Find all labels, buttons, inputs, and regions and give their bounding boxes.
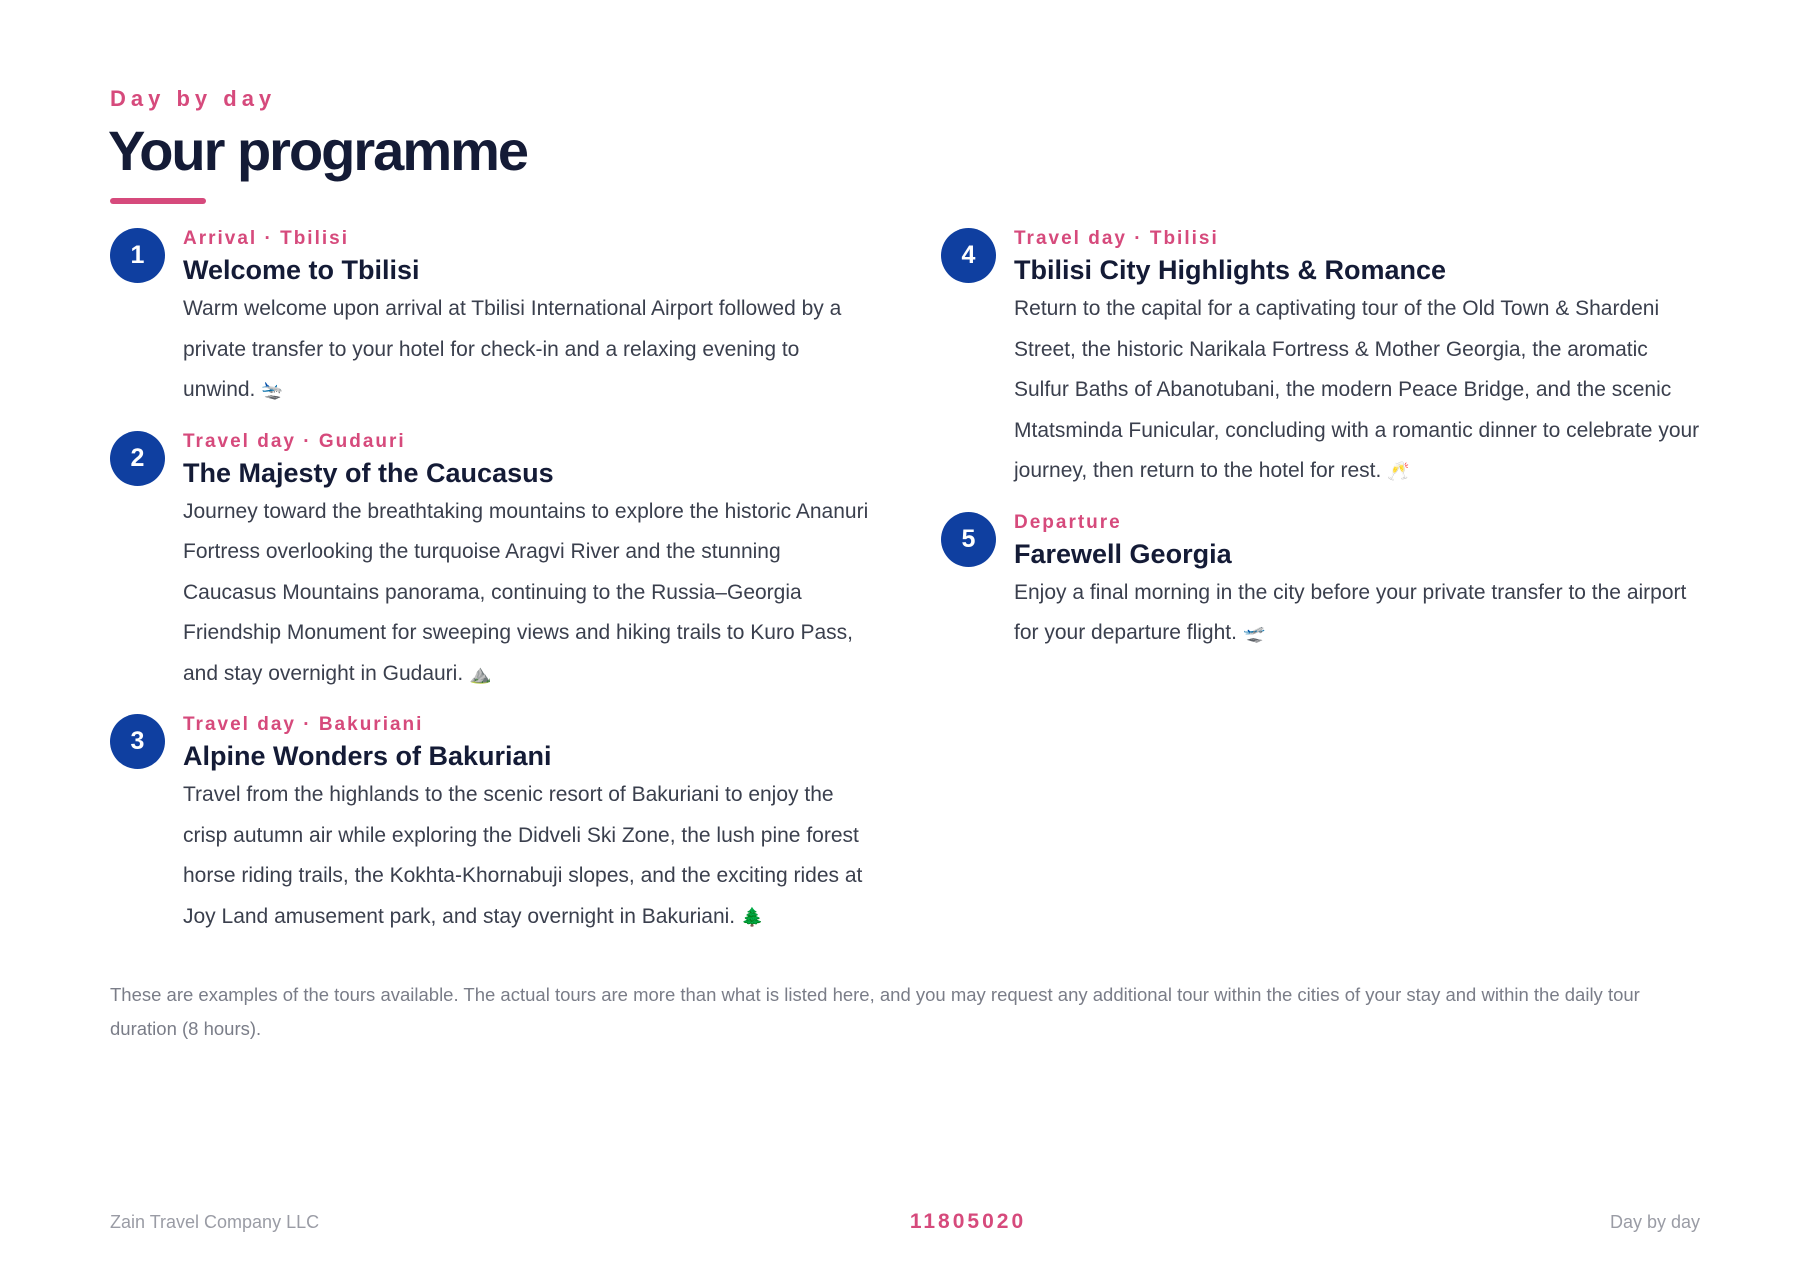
footer-section: Day by day bbox=[1609, 1212, 1700, 1232]
day-item-1 bbox=[110, 228, 870, 411]
day-description bbox=[183, 289, 870, 411]
day-title: Tbilisi City Highlights & Romance bbox=[1014, 255, 1447, 285]
day-description bbox=[183, 775, 870, 937]
day-number-badge: 5 bbox=[941, 512, 996, 567]
day-tag: Departure bbox=[1014, 511, 1122, 533]
day-description bbox=[1014, 573, 1701, 654]
day-item-4 bbox=[941, 228, 1701, 492]
mountain-icon: ⛰️ bbox=[469, 663, 492, 684]
page-title: Your programme bbox=[108, 119, 528, 182]
day-description-text: Travel from the highlands to the scenic resort of Bakuriani to enjoy the crisp autumn air while exploring the Didveli Ski Zone, the lush pine forest horse riding trails, the Kokhta-Khornabuji slopes, and the exciting rides at Joy Land amusement park, and stay overnight in Bakuriani. bbox=[183, 783, 863, 928]
day-description-text: Enjoy a final morning in the city before your private transfer to the airport for your departure flight. bbox=[1014, 580, 1687, 644]
day-number-badge: 2 bbox=[110, 431, 165, 486]
day-description-text: Warm welcome upon arrival at Tbilisi International Airport followed by a private transfer to your hotel for check-in and a relaxing evening to unwind. bbox=[183, 297, 842, 401]
footer-reference: 11805020 bbox=[909, 1210, 1027, 1233]
day-description bbox=[183, 492, 870, 695]
day-item-3 bbox=[110, 714, 870, 937]
day-item-5 bbox=[941, 512, 1701, 654]
section-eyebrow: Day by day bbox=[110, 86, 277, 111]
day-title: The Majesty of the Caucasus bbox=[183, 457, 554, 488]
title-underline bbox=[110, 198, 206, 204]
day-number-badge: 1 bbox=[110, 228, 165, 283]
days-column-left bbox=[110, 228, 870, 957]
day-tag: Travel day · Gudauri bbox=[183, 430, 406, 452]
day-description bbox=[1014, 289, 1701, 492]
day-item-2 bbox=[110, 431, 870, 695]
airplane-arrival-icon: 🛬 bbox=[261, 380, 284, 400]
day-description-text: Return to the capital for a captivating tour of the Old Town & Shardeni Street, the historic Narikala Fortress & Mother Georgia, the aromatic Sulfur Baths of Abanotubani, the modern Peace Bridge, and the scenic Mtatsminda Funicular, concluding with a romantic dinner to celebrate your journey, then return to the hotel for rest. bbox=[1014, 297, 1700, 482]
evergreen-tree-icon: 🌲 bbox=[741, 906, 764, 927]
day-tag: Arrival · Tbilisi bbox=[183, 228, 349, 249]
day-title: Welcome to Tbilisi bbox=[183, 255, 420, 285]
footer-company: Zain Travel Company LLC bbox=[110, 1212, 320, 1232]
clinking-glasses-icon: 🥂 bbox=[1387, 461, 1410, 481]
days-column-right bbox=[941, 228, 1701, 674]
day-title: Farewell Georgia bbox=[1014, 538, 1232, 569]
day-tag: Travel day · Bakuriani bbox=[183, 714, 424, 735]
day-description-text: Journey toward the breathtaking mountains to explore the historic Ananuri Fortress overlooking the turquoise Aragvi River and the stunning Caucasus Mountains panorama, continuing to the Russia–Georgia Friendship Monument for sweeping views and hiking trails to Kuro Pass, and stay overnight in Gudauri. bbox=[183, 499, 869, 685]
disclaimer-note: These are examples of the tours available. The actual tours are more than what is listed here, and you may request any additional tour within the cities of your stay and within the daily tour duration (8 hours). bbox=[110, 984, 1640, 1039]
day-title: Alpine Wonders of Bakuriani bbox=[183, 741, 552, 771]
day-number-badge: 4 bbox=[941, 228, 996, 283]
airplane-departure-icon: 🛫 bbox=[1242, 623, 1266, 643]
day-tag: Travel day · Tbilisi bbox=[1014, 228, 1219, 249]
day-number-badge: 3 bbox=[110, 714, 165, 769]
